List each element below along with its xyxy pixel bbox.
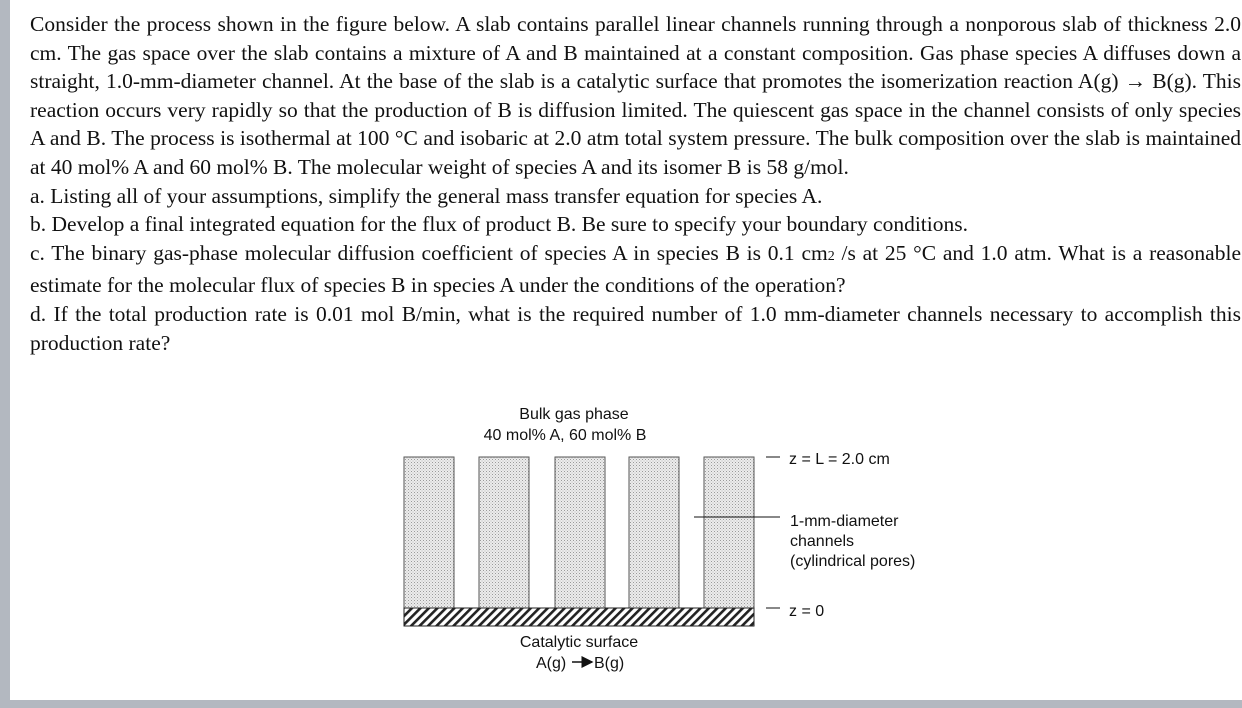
slab-block-4	[629, 457, 679, 608]
channel-label-line3: (cylindrical pores)	[790, 553, 916, 570]
channel-label-line2: channels	[790, 533, 855, 550]
top-boundary-label: z = L = 2.0 cm	[789, 451, 890, 468]
reaction-reactant: A(g)	[536, 655, 567, 672]
bulk-gas-label: Bulk gas phase	[519, 406, 629, 423]
problem-intro: Consider the process shown in the figure below. A slab contains parallel linear channels running through a nonporous slab of thickness 2.0 cm. The gas space over the slab contains a mixture of A and B maintained at a constant composition. Gas phase species A diffuses down a straight, 1.0-mm-diameter channel. At the base of the slab is a catalytic surface that promotes the isomerization reaction A(g) → B(g). This reaction occurs very rapidly so that the production of B is diffusion limited. The quiescent gas space in the channel consists of only species A and B. The process is isothermal at 100 °C and isobaric at 2.0 atm total system pressure. The bulk composition over the slab is maintained at 40 mol% A and 60 mol% B. The molecular weight of species A and its isomer B is 58 g/mol.	[30, 12, 1241, 179]
slab-block-1	[404, 457, 454, 608]
channel-label-line1: 1-mm-diameter	[790, 513, 899, 530]
reaction-product: B(g)	[594, 655, 625, 672]
bottom-boundary-label: z = 0	[789, 603, 825, 620]
part-c-text: c. The binary gas-phase molecular diffusion coefficient of species A in species B is 0.1 cm	[30, 240, 828, 265]
part-d: d. If the total production rate is 0.01 mol B/min, what is the required number of 1.0 mm-diameter channels necessary to accomplish this production rate?	[30, 301, 1241, 355]
part-c-subscript: 2	[827, 248, 835, 264]
slab-block-2	[479, 457, 529, 608]
part-b: b. Develop a final integrated equation for the flux of product B. Be sure to specify your boundary conditions.	[30, 212, 968, 237]
part-a: a. Listing all of your assumptions, simplify the general mass transfer equation for species A.	[30, 183, 823, 208]
catalytic-surface	[404, 608, 754, 626]
catalytic-surface-label: Catalytic surface	[519, 634, 639, 651]
bulk-composition-label: 40 mol% A, 60 mol% B	[483, 427, 647, 444]
slab-block-3	[555, 457, 605, 608]
part-c-text-continued: /s at 25 °C and 1.0 atm. What is a reasonable estimate for the molecular flux of species B in species A under the conditions of the operation?	[30, 240, 1241, 298]
slab-block-5	[704, 457, 754, 608]
